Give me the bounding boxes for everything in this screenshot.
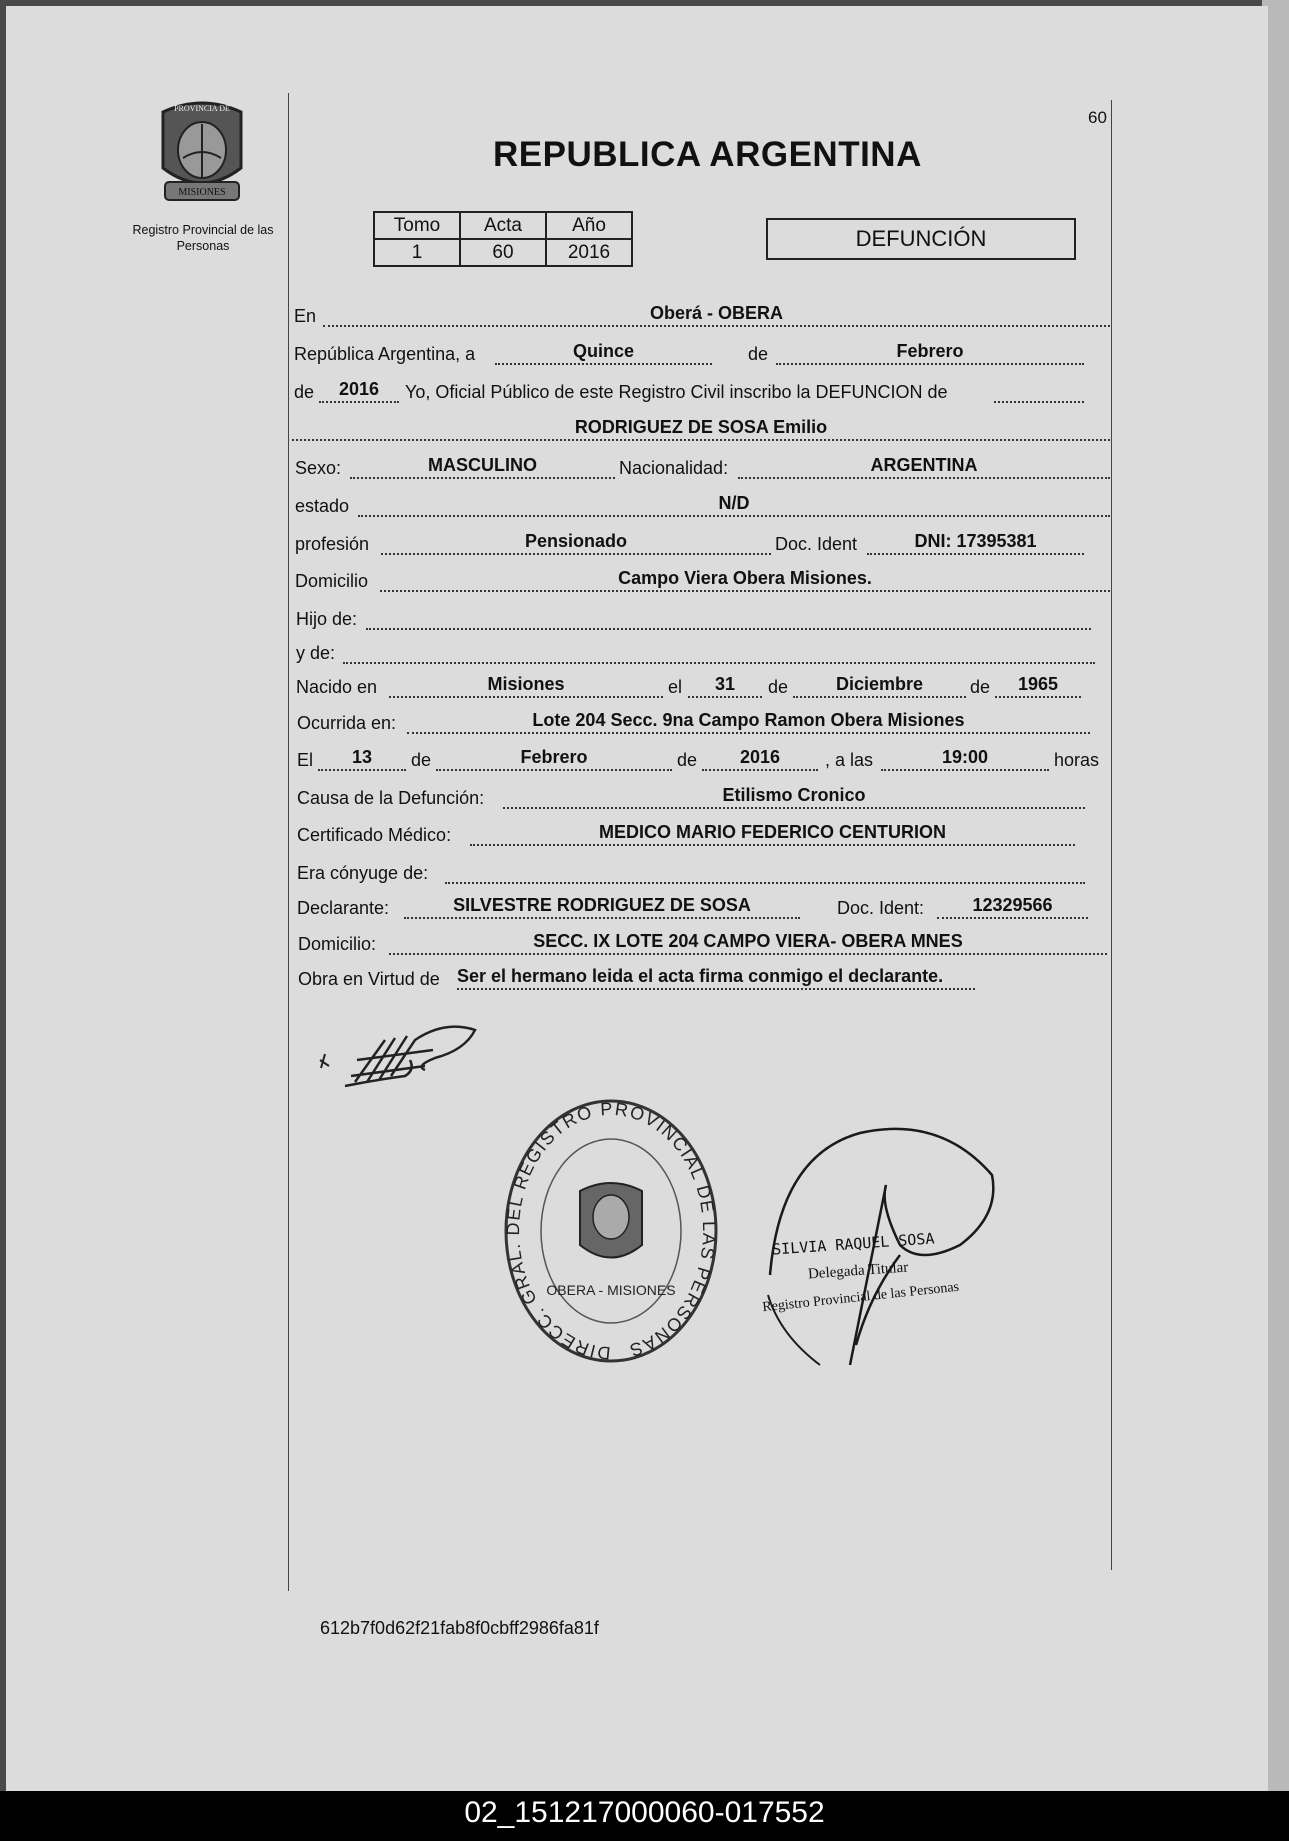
nacido-mes-field: Diciembre	[793, 674, 966, 698]
doc-label: Doc. Ident	[775, 534, 858, 554]
record-table-header-row	[374, 212, 632, 239]
de-label: de	[748, 344, 769, 364]
nacionalidad-field: ARGENTINA	[738, 455, 1110, 479]
form-row-profesion	[0, 531, 1289, 561]
ocurrida-field: Lote 204 Secc. 9na Campo Ramon Obera Misiones	[407, 710, 1090, 734]
conyuge-label: Era cónyuge de:	[297, 863, 429, 883]
def-dia-field: 13	[318, 747, 406, 771]
form-row-name	[0, 417, 1289, 447]
en-label: En	[294, 306, 317, 326]
form-row-certificado	[0, 822, 1289, 852]
record-table-cell: 60	[460, 239, 546, 266]
nacido-de2-label: de	[970, 677, 991, 697]
doc-field: DNI: 17395381	[867, 531, 1084, 555]
form-row-estado	[0, 493, 1289, 523]
form-row-year	[0, 379, 1289, 409]
record-table-header: Tomo	[374, 212, 460, 239]
record-table-cell: 2016	[546, 239, 632, 266]
certificado-field: MEDICO MARIO FEDERICO CENTURION	[470, 822, 1075, 846]
record-table	[373, 211, 633, 267]
nacido-lugar-field: Misiones	[389, 674, 663, 698]
nacionalidad-label: Nacionalidad:	[619, 458, 729, 478]
document-hash: 612b7f0d62f21fab8f0cbff2986fa81f	[320, 1618, 599, 1638]
republica-label: República Argentina, a	[294, 344, 476, 364]
form-row-fecha-defuncion	[0, 747, 1289, 777]
def-hora-field: 19:00	[881, 747, 1049, 771]
declarant-signature	[315, 1010, 485, 1100]
profesion-field: Pensionado	[381, 531, 771, 555]
record-table-header: Año	[546, 212, 632, 239]
deceased-name-field: RODRIGUEZ DE SOSA Emilio	[292, 417, 1110, 441]
alas-label: , a las	[825, 750, 874, 770]
form-row-nacido	[0, 674, 1289, 704]
nacido-dia-field: 31	[688, 674, 762, 698]
form-row-causa	[0, 785, 1289, 815]
profesion-label: profesión	[295, 534, 370, 554]
day-field: Quince	[495, 341, 712, 365]
hijo-label: Hijo de:	[296, 609, 358, 629]
causa-field: Etilismo Cronico	[503, 785, 1085, 809]
def-mes-field: Febrero	[436, 747, 672, 771]
domicilio2-field: SECC. IX LOTE 204 CAMPO VIERA- OBERA MNES	[389, 931, 1107, 955]
form-row-obra	[0, 966, 1289, 996]
form-row-yde	[0, 640, 1289, 670]
form-row-declarante	[0, 895, 1289, 925]
obra-label: Obra en Virtud de	[298, 969, 440, 989]
footer-id: 02_151217000060-017552	[464, 1796, 825, 1829]
def-de1-label: de	[411, 750, 432, 770]
official-name-stamp: SILVIA RAQUEL SOSA	[771, 1229, 935, 1259]
logo-text-bottom: MISIONES	[178, 187, 226, 198]
inscribo-blank	[994, 379, 1084, 403]
yde-field	[343, 640, 1095, 664]
sexo-label: Sexo:	[295, 458, 342, 478]
form-row-domicilio2	[0, 931, 1289, 961]
el2-label: El	[297, 750, 314, 770]
place-field: Oberá - OBERA	[323, 303, 1110, 327]
form-row-place	[0, 303, 1289, 333]
causa-label: Causa de la Defunción:	[297, 788, 485, 808]
form-row-hijo	[0, 606, 1289, 636]
estado-field: N/D	[358, 493, 1110, 517]
yde-label: y de:	[296, 643, 336, 663]
org-name: Registro Provincial de las Personas	[132, 223, 274, 253]
inscribo-text: Yo, Oficial Público de este Registro Civil inscribo la DEFUNCION de	[405, 382, 948, 402]
provincial-seal-icon	[155, 98, 249, 208]
stamp-inner-text: OBERA - MISIONES	[546, 1282, 676, 1298]
record-table-cell: 1	[374, 239, 460, 266]
declarante-doc-label: Doc. Ident:	[837, 898, 925, 918]
logo-text-top: PROVINCIA DE	[174, 104, 230, 113]
declarante-doc-field: 12329566	[937, 895, 1088, 919]
form-row-domicilio	[0, 568, 1289, 598]
nacido-anio-field: 1965	[995, 674, 1081, 698]
form-row-date	[0, 341, 1289, 371]
declarante-label: Declarante:	[297, 898, 390, 918]
declarante-field: SILVESTRE RODRIGUEZ DE SOSA	[404, 895, 800, 919]
domicilio-label: Domicilio	[295, 571, 369, 591]
page-title: REPUBLICA ARGENTINA	[493, 135, 922, 174]
obra-field: Ser el hermano leida el acta firma conmigo el declarante.	[457, 966, 975, 990]
month-field: Febrero	[776, 341, 1084, 365]
el-label: el	[668, 677, 683, 697]
record-table-value-row	[374, 239, 632, 266]
nacido-label: Nacido en	[296, 677, 378, 697]
domicilio2-label: Domicilio:	[298, 934, 377, 954]
sexo-field: MASCULINO	[350, 455, 615, 479]
certificado-label: Certificado Médico:	[297, 825, 452, 845]
record-table-header: Acta	[460, 212, 546, 239]
record-type-box: DEFUNCIÓN	[766, 218, 1076, 260]
form-row-sexo	[0, 455, 1289, 485]
def-de2-label: de	[677, 750, 698, 770]
conyuge-field	[445, 860, 1085, 884]
ocurrida-label: Ocurrida en:	[297, 713, 397, 733]
estado-label: estado	[295, 496, 350, 516]
official-role-stamp: Delegada Titular	[807, 1259, 909, 1283]
registry-stamp-icon	[500, 1095, 722, 1367]
form-row-conyuge	[0, 860, 1289, 890]
hijo-field	[366, 606, 1091, 630]
stamp-ring-text: DIRECC. GRAL. DEL REGISTRO PROVINCIAL DE LAS PERSONAS	[502, 1098, 720, 1364]
year-prefix-label: de	[294, 382, 315, 402]
horas-label: horas	[1054, 750, 1100, 770]
year-field: 2016	[319, 379, 399, 403]
def-anio-field: 2016	[702, 747, 818, 771]
form-row-ocurrida	[0, 710, 1289, 740]
nacido-de1-label: de	[768, 677, 789, 697]
domicilio-field: Campo Viera Obera Misiones.	[380, 568, 1110, 592]
page-number: 60	[1088, 108, 1107, 127]
official-office-stamp: Registro Provincial de las Personas	[761, 1279, 960, 1316]
